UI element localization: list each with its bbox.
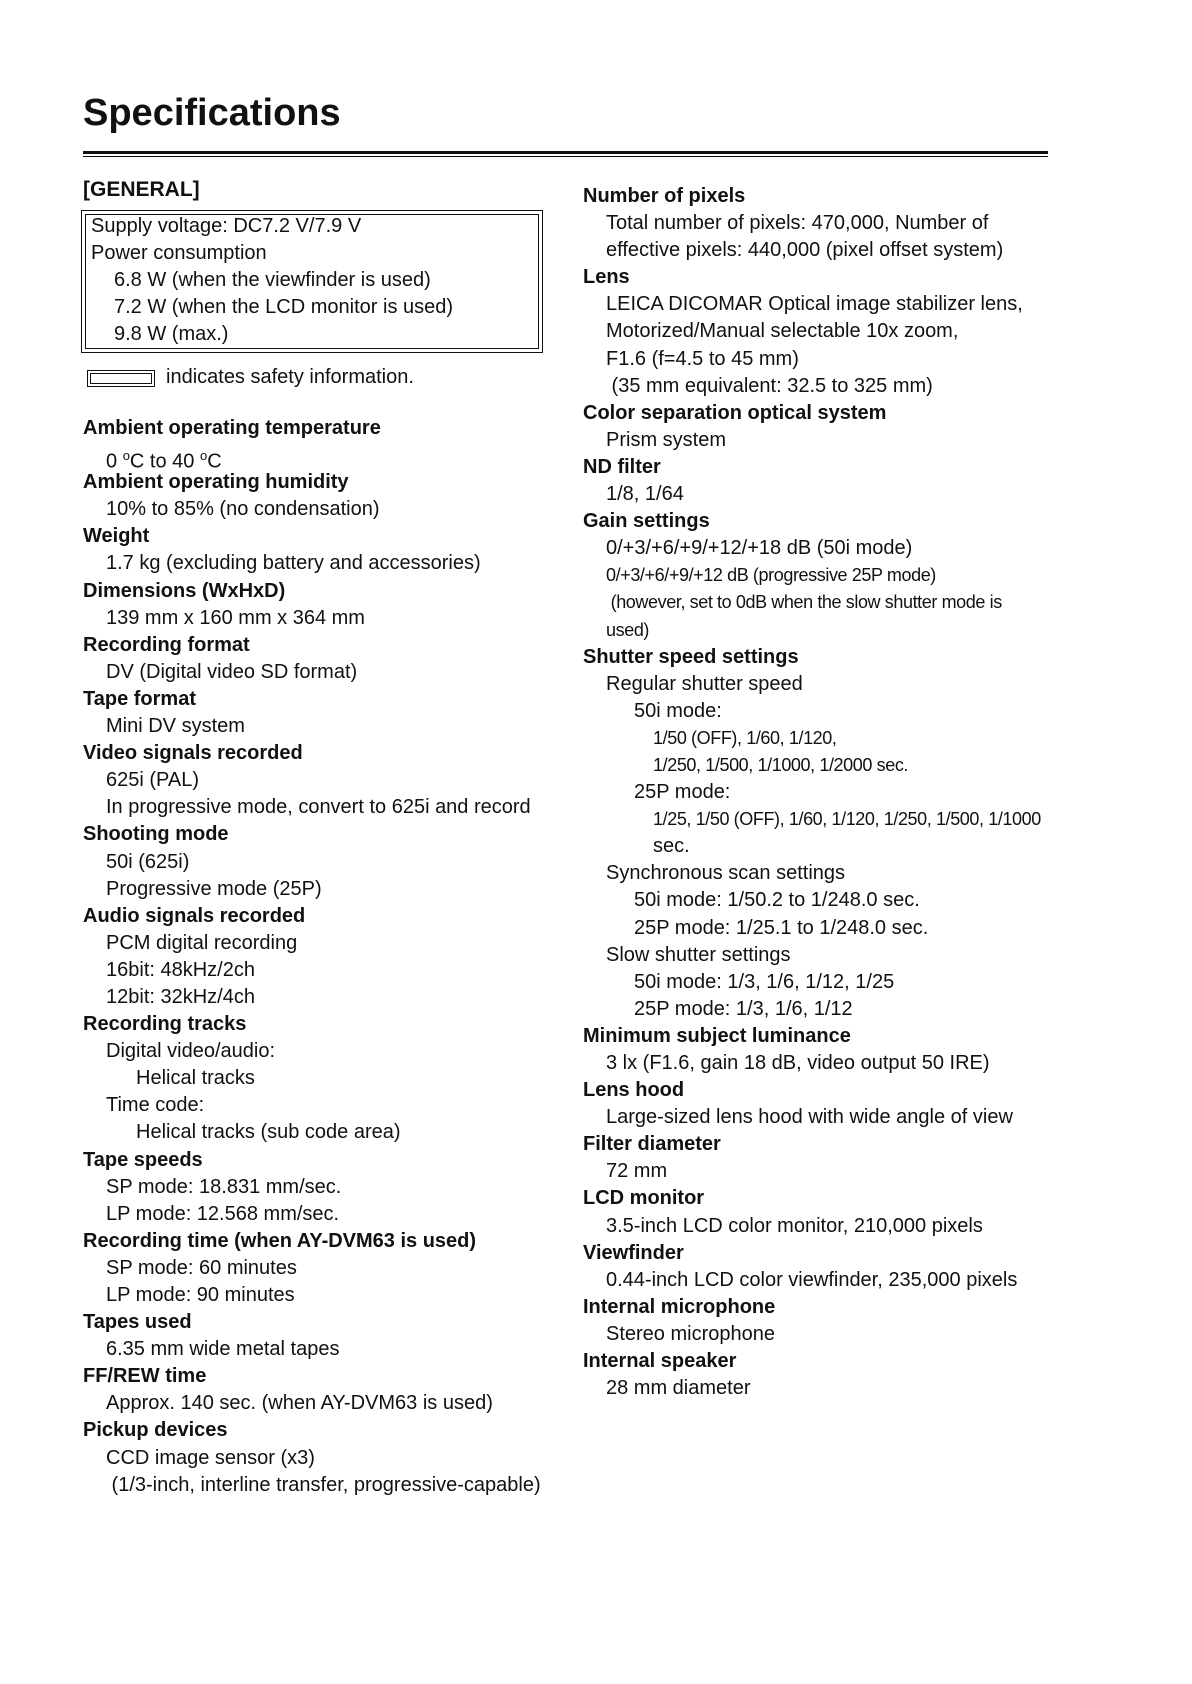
spec-value: Slow shutter settings <box>606 943 791 966</box>
spec-value: 0.44-inch LCD color viewfinder, 235,000 pixels <box>606 1268 1018 1291</box>
spec-value: 625i (PAL) <box>106 769 200 792</box>
spec-label: Gain settings <box>583 510 710 533</box>
spec-value: SP mode: 18.831 mm/sec. <box>106 1175 342 1198</box>
spec-value: (35 mm equivalent: 32.5 to 325 mm) <box>606 374 933 397</box>
spec-label: Ambient operating humidity <box>83 471 349 494</box>
spec-value: Progressive mode (25P) <box>106 877 322 900</box>
spec-label: Tapes used <box>83 1311 192 1334</box>
spec-value: 10% to 85% (no condensation) <box>106 498 380 521</box>
spec-value: LP mode: 90 minutes <box>106 1284 295 1306</box>
spec-value: CCD image sensor (x3) <box>106 1446 315 1469</box>
spec-value: Synchronous scan settings <box>606 862 846 885</box>
safety-legend-text: indicates safety information. <box>166 366 414 388</box>
spec-subvalue: 50i mode: 1/50.2 to 1/248.0 sec. <box>634 889 920 912</box>
spec-value: Total number of pixels: 470,000, Number of <box>606 212 989 235</box>
spec-subvalue: 50i mode: 1/3, 1/6, 1/12, 1/25 <box>634 970 895 993</box>
spec-label: Color separation optical system <box>583 401 887 424</box>
spec-label: LCD monitor <box>583 1187 705 1210</box>
spec-label: Video signals recorded <box>83 742 303 765</box>
temp-part: C to 40 <box>129 450 200 473</box>
spec-value: Regular shutter speed <box>606 672 803 695</box>
general-heading: [GENERAL] <box>83 178 200 201</box>
spec-label: Shutter speed settings <box>583 645 799 668</box>
spec-value: DV (Digital video SD format) <box>106 660 358 683</box>
spec-label: Audio signals recorded <box>83 904 306 927</box>
spec-value: Large-sized lens hood with wide angle of view <box>606 1106 1013 1129</box>
spec-subvalue: 25P mode: 1/25.1 to 1/248.0 sec. <box>634 916 929 939</box>
spec-label: Lens <box>583 266 630 289</box>
spec-label: ND filter <box>583 455 661 478</box>
spec-label: Shooting mode <box>83 823 229 846</box>
spec-label: Tape format <box>83 687 196 710</box>
spec-value: Stereo microphone <box>606 1322 775 1345</box>
spec-subvalue: 25P mode: <box>634 781 731 804</box>
spec-value: 1/50 (OFF), 1/60, 1/120, <box>653 727 837 748</box>
spec-value: (1/3-inch, interline transfer, progressive-capable) <box>106 1473 541 1496</box>
safety-box-content <box>91 213 453 348</box>
spec-value: 6.35 mm wide metal tapes <box>106 1338 340 1361</box>
degree-symbol: o <box>122 448 130 464</box>
spec-value: (however, set to 0dB when the slow shutter mode is <box>606 592 1002 613</box>
spec-value: F1.6 (f=4.5 to 45 mm) <box>606 347 799 370</box>
spec-label: Number of pixels <box>583 185 746 207</box>
temp-part: 0 <box>106 450 123 473</box>
title-rule-thin <box>83 156 1048 157</box>
spec-value: Helical tracks (sub code area) <box>136 1121 401 1144</box>
safety-line: Supply voltage: DC7.2 V/7.9 V <box>91 215 362 237</box>
safety-line: 9.8 W (max.) <box>114 323 229 345</box>
left-spec-column <box>83 415 553 1499</box>
spec-value: effective pixels: 440,000 (pixel offset system) <box>606 239 1004 262</box>
spec-subvalue: 50i mode: <box>634 699 722 722</box>
spec-subvalue: 25P mode: 1/3, 1/6, 1/12 <box>634 997 853 1020</box>
degree-symbol: o <box>199 448 208 464</box>
spec-value: 0/+3/+6/+9/+12/+18 dB (50i mode) <box>606 537 913 560</box>
safety-line: 7.2 W (when the LCD monitor is used) <box>114 296 454 318</box>
spec-label: Tape speeds <box>83 1148 203 1171</box>
spec-value: 0/+3/+6/+9/+12 dB (progressive 25P mode) <box>606 565 936 586</box>
safety-line: Power consumption <box>91 242 267 264</box>
spec-value: sec. <box>653 835 690 858</box>
spec-label: Recording time (when AY-DVM63 is used) <box>83 1229 477 1252</box>
spec-value <box>583 915 1083 942</box>
spec-label: Ambient operating temperature <box>83 417 381 439</box>
spec-value: In progressive mode, convert to 625i and record <box>106 796 531 819</box>
spec-value: 3.5-inch LCD color monitor, 210,000 pixels <box>606 1214 983 1237</box>
spec-value: 1/8, 1/64 <box>606 483 684 506</box>
spec-label: FF/REW time <box>83 1365 207 1388</box>
spec-value: 16bit: 48kHz/2ch <box>106 958 255 981</box>
spec-value: 1/250, 1/500, 1/1000, 1/2000 sec. <box>653 754 909 775</box>
spec-value: 1.7 kg (excluding battery and accessories) <box>106 552 481 575</box>
page-title: Specifications <box>83 92 341 134</box>
spec-value <box>583 698 1083 725</box>
spec-value: 28 mm diameter <box>606 1377 751 1400</box>
spec-value: LP mode: 12.568 mm/sec. <box>106 1202 340 1225</box>
temp-part: C <box>207 450 222 473</box>
spec-value: 12bit: 32kHz/4ch <box>106 985 255 1008</box>
spec-label: Internal speaker <box>583 1350 737 1373</box>
spec-label: Weight <box>83 525 150 548</box>
spec-label: Recording format <box>83 633 250 656</box>
spec-value: Digital video/audio: <box>106 1040 275 1063</box>
spec-value: 1/25, 1/50 (OFF), 1/60, 1/120, 1/250, 1/500, 1/1000 <box>653 809 1041 830</box>
spec-value: PCM digital recording <box>106 931 298 954</box>
spec-value: 139 mm x 160 mm x 364 mm <box>106 606 365 629</box>
spec-value: Helical tracks <box>136 1067 255 1090</box>
spec-value: Time code: <box>106 1094 205 1117</box>
spec-value: Approx. 140 sec. (when AY-DVM63 is used) <box>106 1392 493 1415</box>
spec-label: Filter diameter <box>583 1133 721 1156</box>
legend-box-inner-border <box>90 373 152 384</box>
spec-label: Minimum subject luminance <box>583 1024 851 1047</box>
spec-label: Pickup devices <box>83 1419 228 1442</box>
spec-value: used) <box>606 619 650 640</box>
spec-value: Motorized/Manual selectable 10x zoom, <box>606 320 959 343</box>
spec-label: Viewfinder <box>583 1241 684 1264</box>
safety-legend-box-icon <box>87 370 155 387</box>
spec-value: SP mode: 60 minutes <box>106 1256 297 1279</box>
spec-value: Mini DV system <box>106 715 245 738</box>
title-rule-thick <box>83 151 1048 154</box>
spec-value <box>583 779 1083 806</box>
spec-label: Lens hood <box>583 1079 685 1102</box>
spec-value <box>583 996 1083 1023</box>
spec-value: 3 lx (F1.6, gain 18 dB, video output 50 IRE) <box>606 1052 990 1074</box>
spec-value <box>583 887 1083 914</box>
spec-value: Prism system <box>606 428 726 451</box>
safety-line: 6.8 W (when the viewfinder is used) <box>114 269 431 291</box>
spec-label: Recording tracks <box>83 1013 247 1036</box>
spec-value <box>83 442 553 473</box>
spec-label: Internal microphone <box>583 1295 776 1318</box>
spec-label: Dimensions (WxHxD) <box>83 579 286 602</box>
spec-value: LEICA DICOMAR Optical image stabilizer lens, <box>606 293 1023 316</box>
spec-value: 72 mm <box>606 1160 668 1183</box>
spec-value: 50i (625i) <box>106 850 190 873</box>
right-spec-column <box>583 183 1083 1402</box>
spec-value <box>583 969 1083 996</box>
